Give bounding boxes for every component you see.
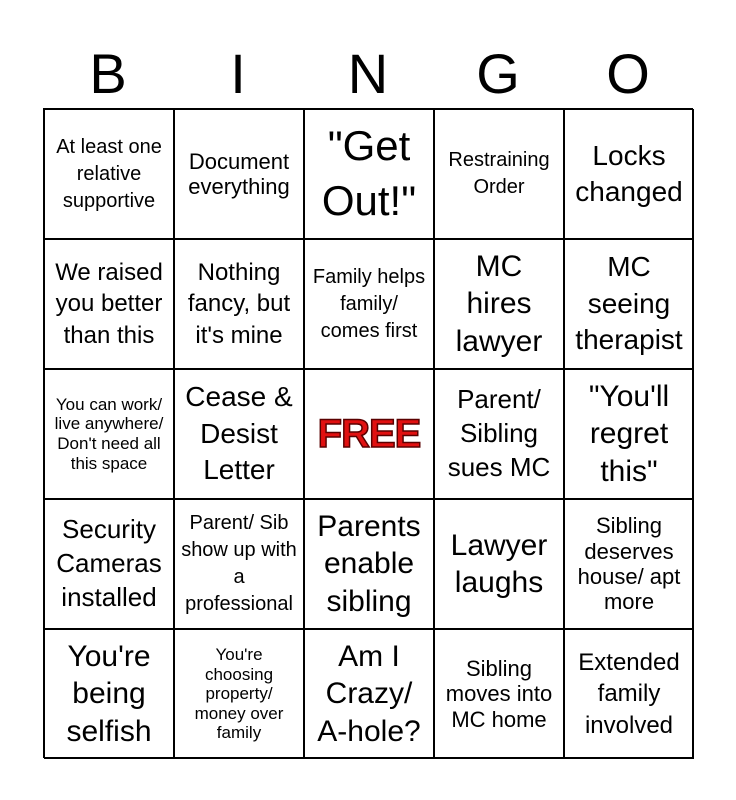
bingo-cell[interactable] xyxy=(434,499,564,629)
bingo-cell[interactable] xyxy=(564,629,694,759)
bingo-cell[interactable] xyxy=(174,369,304,499)
bingo-cell[interactable] xyxy=(564,369,694,499)
bingo-cell-label: Sibling deserves house/ apt more xyxy=(577,513,681,615)
header-letter-i: I xyxy=(230,42,246,105)
bingo-grid xyxy=(43,108,693,758)
bingo-cell[interactable] xyxy=(434,629,564,759)
bingo-cell-label: Locks changed xyxy=(575,139,683,207)
bingo-cell-label: Document everything xyxy=(188,148,290,199)
bingo-cell[interactable] xyxy=(174,109,304,239)
bingo-cell-label: You can work/ live anywhere/ Don't need all this space xyxy=(54,394,164,473)
bingo-cell[interactable] xyxy=(174,629,304,759)
bingo-cell-label: Sibling moves into MC home xyxy=(445,656,553,732)
bingo-cell[interactable] xyxy=(434,109,564,239)
bingo-cell-label: MC hires lawyer xyxy=(455,249,543,358)
bingo-cell[interactable] xyxy=(434,369,564,499)
bingo-cell-label: Am I Crazy/ A-hole? xyxy=(317,639,421,748)
bingo-cell[interactable] xyxy=(44,109,174,239)
bingo-cell-label: Parent/ Sibling sues MC xyxy=(447,384,551,482)
free-space-cell[interactable] xyxy=(304,369,434,499)
bingo-cell-label: We raised you better than this xyxy=(55,259,163,349)
bingo-cell[interactable] xyxy=(564,109,694,239)
bingo-cell-label: Parents enable sibling xyxy=(317,509,421,618)
header-letter-g: G xyxy=(476,42,520,105)
bingo-cell-label: "You'll regret this" xyxy=(588,379,670,488)
bingo-cell[interactable] xyxy=(564,499,694,629)
free-space-label: FREE xyxy=(317,412,421,456)
bingo-cell-label: Cease & Desist Letter xyxy=(185,381,293,486)
bingo-cell[interactable] xyxy=(174,499,304,629)
header-letter-b: B xyxy=(89,42,127,105)
bingo-cell[interactable] xyxy=(44,629,174,759)
bingo-cell-label: Lawyer laughs xyxy=(450,528,548,599)
bingo-cell[interactable] xyxy=(44,239,174,369)
bingo-cell-label: Parent/ Sib show up with a professional xyxy=(181,512,297,615)
bingo-cell-label: Security Cameras installed xyxy=(56,514,162,612)
header-letter-o: O xyxy=(606,42,650,105)
bingo-cell[interactable] xyxy=(304,499,434,629)
header-letter-n: N xyxy=(347,42,389,105)
bingo-cell-label: MC seeing therapist xyxy=(575,251,683,356)
bingo-cell-label: "Get Out!" xyxy=(321,122,417,224)
bingo-cell[interactable] xyxy=(304,239,434,369)
bingo-cell[interactable] xyxy=(434,239,564,369)
bingo-cell[interactable] xyxy=(44,369,174,499)
bingo-cell[interactable] xyxy=(564,239,694,369)
bingo-cell-label: You're choosing property/ money over family xyxy=(194,645,284,743)
bingo-cell-label: At least one relative supportive xyxy=(56,135,162,212)
bingo-cell-label: You're being selfish xyxy=(66,639,152,748)
bingo-cell-label: Extended family involved xyxy=(578,649,680,739)
bingo-cell[interactable] xyxy=(44,499,174,629)
bingo-header xyxy=(43,40,693,108)
bingo-cell-label: Restraining Order xyxy=(448,149,550,198)
bingo-cell[interactable] xyxy=(304,109,434,239)
bingo-cell-label: Nothing fancy, but it's mine xyxy=(187,259,291,349)
bingo-cell[interactable] xyxy=(304,629,434,759)
bingo-cell[interactable] xyxy=(174,239,304,369)
bingo-cell-label: Family helps family/ comes first xyxy=(312,265,426,342)
